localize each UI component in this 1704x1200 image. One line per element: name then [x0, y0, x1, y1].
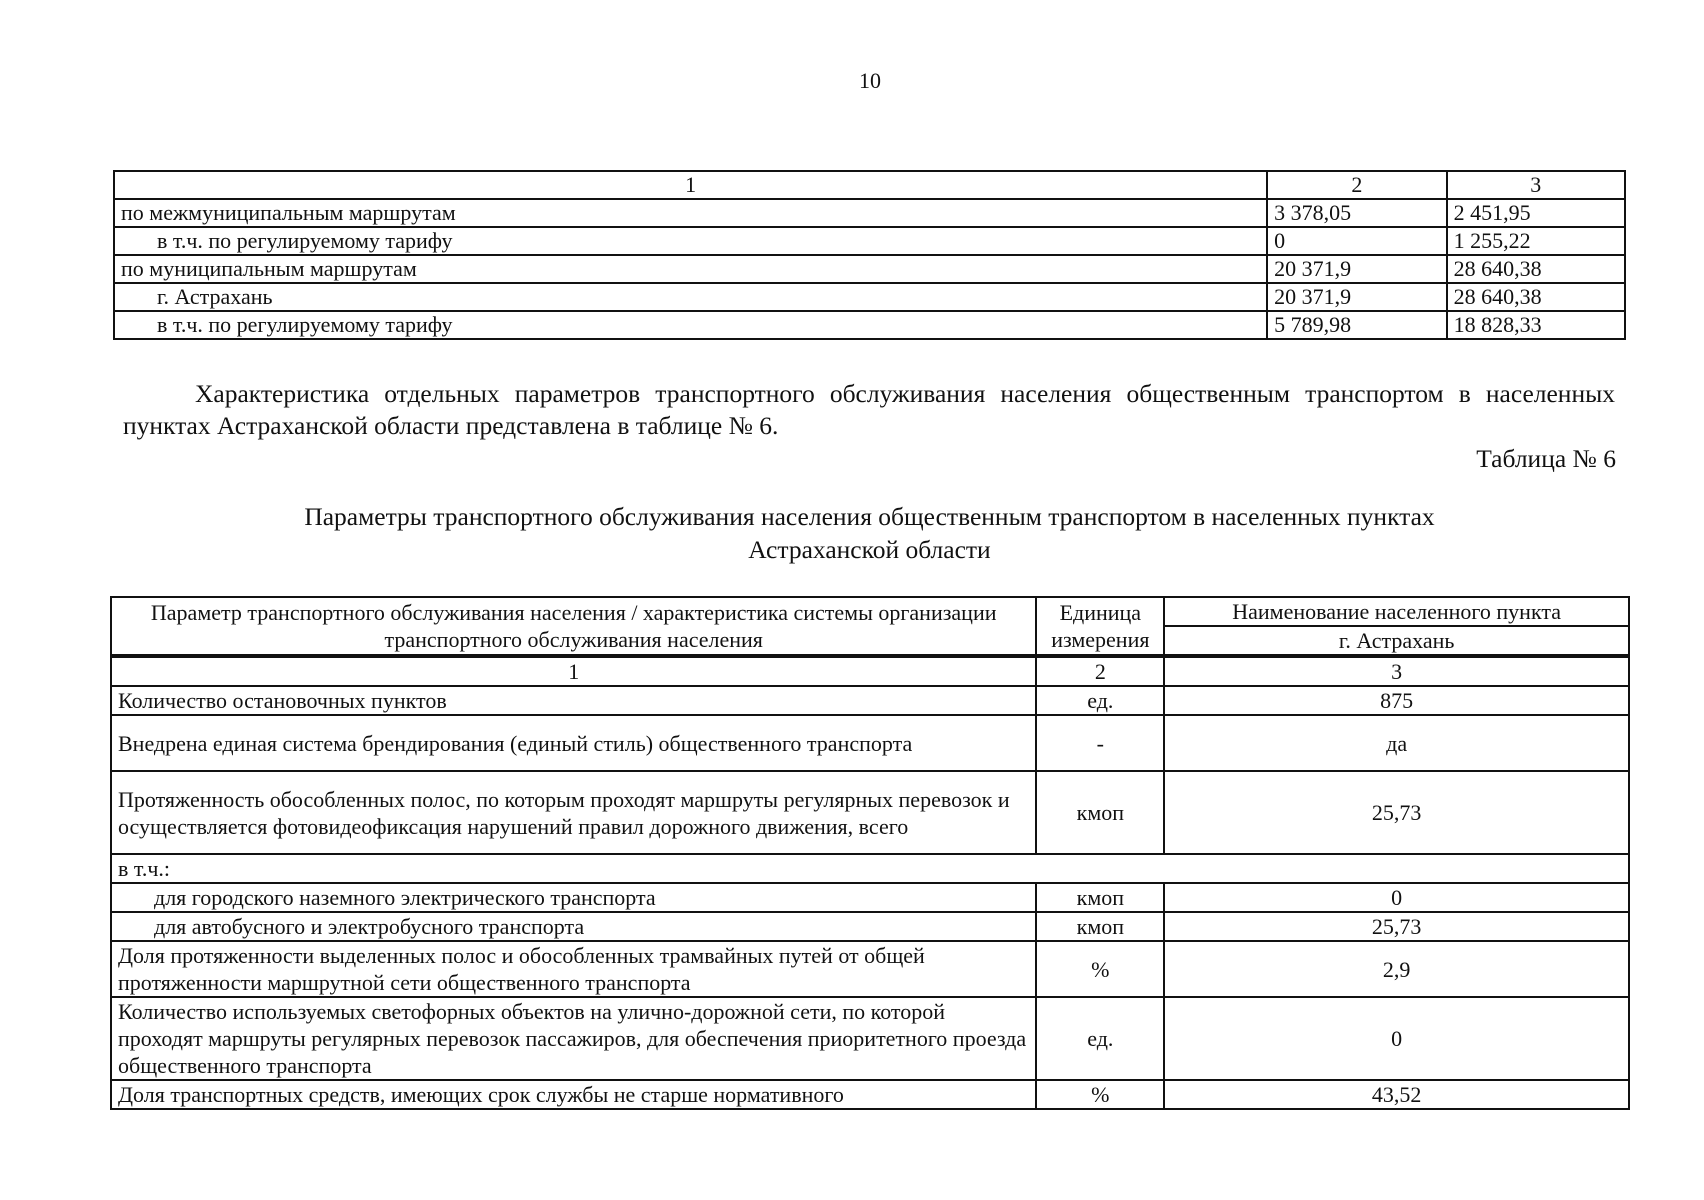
unit-cell: ед.	[1036, 686, 1164, 715]
unit-cell: кмоп	[1036, 912, 1164, 941]
table-row	[111, 771, 1629, 854]
table-header-cell: 1	[114, 171, 1267, 199]
table-caption-line: Параметры транспортного обслуживания населения общественным транспортом в населенных пунктах	[304, 502, 1435, 531]
parameter-cell: Количество используемых светофорных объектов на улично-дорожной сети, по которой проходят маршруты регулярных перевозок пассажиров, для обеспечения приоритетного проезда общественного транспорта	[111, 997, 1036, 1080]
row-value-col3: 28 640,38	[1447, 283, 1625, 311]
value-cell: 2,9	[1164, 941, 1629, 997]
table-row	[111, 1080, 1629, 1109]
table-row	[111, 883, 1629, 912]
row-value-col2: 3 378,05	[1267, 199, 1446, 227]
header-settlement-name: г. Астрахань	[1164, 626, 1629, 656]
table-row	[111, 854, 1629, 883]
parameter-cell: для автобусного и электробусного транспорта	[111, 912, 1036, 941]
row-label: в т.ч. по регулируемому тарифу	[114, 227, 1267, 255]
table-row	[114, 227, 1625, 255]
table-row	[111, 686, 1629, 715]
value-cell: 25,73	[1164, 912, 1629, 941]
table-caption-line: Астраханской области	[748, 535, 991, 564]
page-number: 10	[859, 68, 881, 93]
value-cell: да	[1164, 715, 1629, 771]
row-value-col2: 5 789,98	[1267, 311, 1446, 339]
value-cell: 0	[1164, 997, 1629, 1080]
row-value-col3: 2 451,95	[1447, 199, 1625, 227]
header-parameter: Параметр транспортного обслуживания населения / характеристика системы организации транспортного обслуживания населения	[111, 597, 1036, 656]
column-number: 1	[111, 656, 1036, 686]
transport-parameters-table	[110, 596, 1630, 1110]
body-paragraph: Характеристика отдельных параметров транспортного обслуживания населения общественным транспортом в населенных пунктах Астраханской области представлена в таблице № 6.	[123, 379, 1615, 440]
unit-cell: кмоп	[1036, 771, 1164, 854]
parameter-cell: Внедрена единая система брендирования (единый стиль) общественного транспорта	[111, 715, 1036, 771]
row-label: по муниципальным маршрутам	[114, 255, 1267, 283]
unit-cell: %	[1036, 1080, 1164, 1109]
unit-cell: -	[1036, 715, 1164, 771]
table-caption	[113, 500, 1626, 566]
table-row	[111, 912, 1629, 941]
table-row	[114, 311, 1625, 339]
row-value-col3: 1 255,22	[1447, 227, 1625, 255]
parameter-cell: Доля протяженности выделенных полос и обособленных трамвайных путей от общей протяженности маршрутной сети общественного транспорта	[111, 941, 1036, 997]
parameter-cell: для городского наземного электрического транспорта	[111, 883, 1036, 912]
row-label: г. Астрахань	[114, 283, 1267, 311]
table-header-cell: 2	[1267, 171, 1446, 199]
row-label: в т.ч. по регулируемому тарифу	[114, 311, 1267, 339]
value-cell: 0	[1164, 883, 1629, 912]
parameter-cell: Протяженность обособленных полос, по которым проходят маршруты регулярных перевозок и осуществляется фотовидеофиксация нарушений правил дорожного движения, всего	[111, 771, 1036, 854]
row-value-col3: 28 640,38	[1447, 255, 1625, 283]
budget-table-continuation	[113, 170, 1626, 340]
table-row	[114, 255, 1625, 283]
table-row	[111, 941, 1629, 997]
value-cell: 43,52	[1164, 1080, 1629, 1109]
value-cell: 25,73	[1164, 771, 1629, 854]
parameter-cell: Количество остановочных пунктов	[111, 686, 1036, 715]
unit-cell: кмоп	[1036, 883, 1164, 912]
unit-cell: %	[1036, 941, 1164, 997]
unit-cell: ед.	[1036, 997, 1164, 1080]
header-settlement-group: Наименование населенного пункта	[1164, 597, 1629, 626]
parameter-cell: Доля транспортных средств, имеющих срок службы не старше нормативного	[111, 1080, 1036, 1109]
table-row	[114, 199, 1625, 227]
table-header-row	[114, 171, 1625, 199]
table-header-cell: 3	[1447, 171, 1625, 199]
row-value-col2: 20 371,9	[1267, 283, 1446, 311]
row-value-col2: 20 371,9	[1267, 255, 1446, 283]
row-label: по межмуниципальным маршрутам	[114, 199, 1267, 227]
table-row	[111, 715, 1629, 771]
row-value-col3: 18 828,33	[1447, 311, 1625, 339]
column-number: 2	[1036, 656, 1164, 686]
table-header-row	[111, 597, 1629, 626]
table-row	[114, 283, 1625, 311]
subheading-cell: в т.ч.:	[111, 854, 1629, 883]
column-number: 3	[1164, 656, 1629, 686]
header-unit: Единица измерения	[1036, 597, 1164, 656]
column-number-row	[111, 656, 1629, 686]
row-value-col2: 0	[1267, 227, 1446, 255]
table-row	[111, 997, 1629, 1080]
table-number-label: Таблица № 6	[1476, 444, 1616, 473]
value-cell: 875	[1164, 686, 1629, 715]
